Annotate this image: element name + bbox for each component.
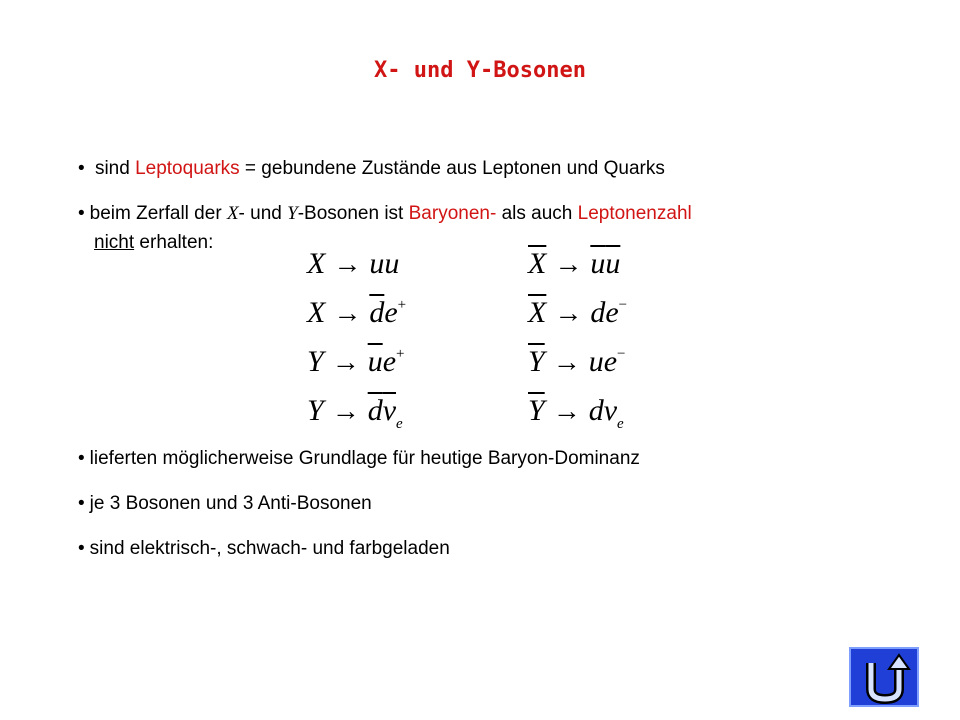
text: als auch <box>496 203 578 224</box>
text: erhalten: <box>134 232 214 253</box>
decay-xbar-de-minus: $\overline{X} \to de^-$ <box>528 296 628 329</box>
math-x: X <box>226 203 239 224</box>
bullet-bosonen-count <box>78 492 372 516</box>
decay-y-d-nu: $Y \to \overline{d}\overline{\nu}_e$ <box>307 394 403 432</box>
bullet-mark: • <box>78 158 85 179</box>
text: = gebundene Zustände aus Leptonen und Quarks <box>239 158 665 179</box>
bullet-mark: • <box>78 538 85 559</box>
text: sind elektrisch-, schwach- und farbgeladen <box>89 538 450 559</box>
bullet-zerfall-cont <box>94 231 213 255</box>
decay-x-uu: X → uu <box>307 247 400 280</box>
text: -Bosonen ist <box>297 203 409 224</box>
back-nav-button[interactable] <box>849 647 919 707</box>
text: - und <box>238 203 288 224</box>
bullet-mark: • <box>78 493 85 514</box>
text: je 3 Bosonen und 3 Anti-Bosonen <box>89 493 372 514</box>
decay-ybar-ue-minus: $\overline{Y} \to ue^-$ <box>528 345 626 378</box>
slide-title: X- und Y-Bosonen <box>374 58 586 83</box>
text: beim Zerfall der <box>89 203 227 224</box>
bullet-baryon-dominanz <box>78 447 640 471</box>
bullet-zerfall <box>78 202 692 226</box>
decay-ybar-d-nu: $\overline{Y} \to d\nu_e$ <box>528 394 624 432</box>
bullet-mark: • <box>78 448 85 469</box>
decay-xbar-ubar-ubar: $\overline{X} \to \overline{u}\overline{u}$ <box>528 247 621 280</box>
math-y: Y <box>287 203 298 224</box>
bullet-leptoquarks <box>78 157 665 181</box>
highlight-leptonenzahl: Leptonenzahl <box>577 203 692 224</box>
decay-y-ue-plus: $Y \to \overline{u}e^+$ <box>307 345 405 378</box>
text: lieferten möglicherweise Grundlage für heutige Baryon-Dominanz <box>89 448 640 469</box>
bullet-mark: • <box>78 203 85 224</box>
underlined-nicht: nicht <box>94 232 135 253</box>
u-turn-back-icon <box>851 649 921 709</box>
text: sind <box>94 158 136 179</box>
bullet-geladen <box>78 537 450 561</box>
highlight-leptoquarks: Leptoquarks <box>135 158 240 179</box>
highlight-baryonen: Baryonen- <box>408 203 497 224</box>
decay-x-de-plus: $X \to \overline{d}e^+$ <box>307 296 407 329</box>
